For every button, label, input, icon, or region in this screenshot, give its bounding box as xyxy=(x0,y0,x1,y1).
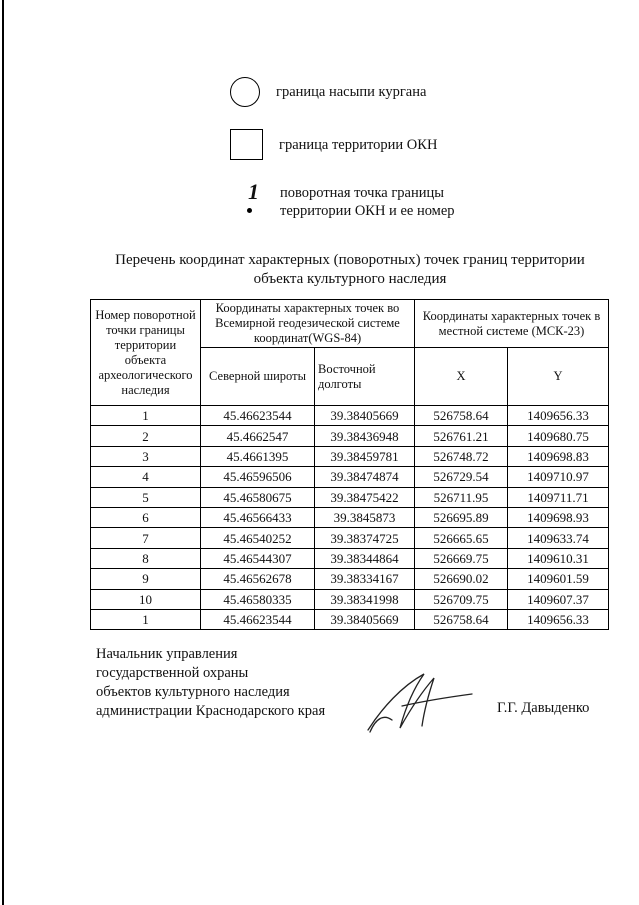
cell-longitude: 39.38405669 xyxy=(315,609,415,629)
cell-point-number: 10 xyxy=(91,589,201,609)
cell-longitude: 39.38334167 xyxy=(315,569,415,589)
cell-point-number: 8 xyxy=(91,548,201,568)
cell-longitude: 39.38344864 xyxy=(315,548,415,568)
header-wgs84-group: Координаты характерных точек во Всемирной геодезической системе координат(WGS-84) xyxy=(201,300,415,348)
cell-x: 526690.02 xyxy=(415,569,508,589)
table-row xyxy=(91,589,609,609)
cell-point-number: 2 xyxy=(91,426,201,446)
table-row xyxy=(91,609,609,629)
circle-symbol-icon xyxy=(230,77,260,107)
turning-point-number: 1 xyxy=(248,179,259,204)
cell-longitude: 39.38374725 xyxy=(315,528,415,548)
table-row xyxy=(91,406,609,426)
heading-line2: объекта культурного наследия xyxy=(253,271,447,287)
page-left-border xyxy=(2,0,4,905)
cell-x: 526758.64 xyxy=(415,406,508,426)
cell-y: 1409680.75 xyxy=(508,426,609,446)
cell-y: 1409610.31 xyxy=(508,548,609,568)
point-dot-icon xyxy=(247,208,252,213)
cell-y: 1409633.74 xyxy=(508,528,609,548)
table-row xyxy=(91,426,609,446)
cell-longitude: 39.38459781 xyxy=(315,446,415,466)
cell-x: 526758.64 xyxy=(415,609,508,629)
cell-longitude: 39.38474874 xyxy=(315,467,415,487)
header-msk23-group: Координаты характерных точек в местной системе (МСК-23) xyxy=(415,300,609,348)
cell-point-number: 6 xyxy=(91,507,201,527)
legend-turning-point-label xyxy=(280,184,455,220)
heading-line1: Перечень координат характерных (поворотных) точек границ территории xyxy=(115,252,585,268)
cell-x: 526695.89 xyxy=(415,507,508,527)
header-x: X xyxy=(415,348,508,406)
cell-point-number: 4 xyxy=(91,467,201,487)
legend-territory-boundary xyxy=(230,129,437,160)
cell-y: 1409698.93 xyxy=(508,507,609,527)
legend-turning-point-line2: территории ОКН и ее номер xyxy=(280,203,455,219)
cell-latitude: 45.4662547 xyxy=(201,426,315,446)
header-east-longitude: Восточной долготы xyxy=(315,348,415,406)
cell-y: 1409601.59 xyxy=(508,569,609,589)
cell-y: 1409710.97 xyxy=(508,467,609,487)
header-point-number: Номер поворотной точки границы территории объекта археологического наследия xyxy=(91,300,201,406)
cell-point-number: 5 xyxy=(91,487,201,507)
cell-point-number: 1 xyxy=(91,406,201,426)
cell-latitude: 45.46623544 xyxy=(201,609,315,629)
legend-turning-point xyxy=(230,179,455,220)
legend-mound-boundary xyxy=(230,77,426,107)
cell-x: 526669.75 xyxy=(415,548,508,568)
cell-x: 526665.65 xyxy=(415,528,508,548)
coordinates-table xyxy=(90,299,609,630)
table-row xyxy=(91,569,609,589)
square-symbol-icon xyxy=(230,129,263,160)
position-line1: Начальник управления xyxy=(96,646,238,662)
cell-latitude: 45.46580675 xyxy=(201,487,315,507)
cell-longitude: 39.38475422 xyxy=(315,487,415,507)
cell-x: 526711.95 xyxy=(415,487,508,507)
cell-x: 526761.21 xyxy=(415,426,508,446)
header-y: Y xyxy=(508,348,609,406)
cell-longitude: 39.38341998 xyxy=(315,589,415,609)
cell-point-number: 9 xyxy=(91,569,201,589)
cell-latitude: 45.46544307 xyxy=(201,548,315,568)
position-line3: объектов культурного наследия xyxy=(96,684,290,700)
coordinates-table-body xyxy=(91,406,609,630)
cell-x: 526748.72 xyxy=(415,446,508,466)
cell-latitude: 45.4661395 xyxy=(201,446,315,466)
cell-longitude: 39.38405669 xyxy=(315,406,415,426)
cell-point-number: 1 xyxy=(91,609,201,629)
turning-point-symbol-icon xyxy=(230,179,264,219)
cell-longitude: 39.3845873 xyxy=(315,507,415,527)
cell-y: 1409656.33 xyxy=(508,609,609,629)
signer-name: Г.Г. Давыденко xyxy=(497,700,590,716)
cell-latitude: 45.46596506 xyxy=(201,467,315,487)
cell-latitude: 45.46623544 xyxy=(201,406,315,426)
position-line2: государственной охраны xyxy=(96,665,249,681)
cell-x: 526729.54 xyxy=(415,467,508,487)
legend-turning-point-line1: поворотная точка границы xyxy=(280,185,444,201)
cell-longitude: 39.38436948 xyxy=(315,426,415,446)
table-row xyxy=(91,507,609,527)
legend-mound-label: граница насыпи кургана xyxy=(276,84,427,100)
cell-y: 1409656.33 xyxy=(508,406,609,426)
cell-latitude: 45.46566433 xyxy=(201,507,315,527)
handwritten-signature xyxy=(362,668,477,738)
cell-y: 1409607.37 xyxy=(508,589,609,609)
table-row xyxy=(91,548,609,568)
cell-point-number: 7 xyxy=(91,528,201,548)
table-row xyxy=(91,487,609,507)
cell-latitude: 45.46562678 xyxy=(201,569,315,589)
cell-y: 1409711.71 xyxy=(508,487,609,507)
table-row xyxy=(91,528,609,548)
cell-latitude: 45.46540252 xyxy=(201,528,315,548)
signature-block xyxy=(96,645,325,721)
table-row xyxy=(91,446,609,466)
cell-x: 526709.75 xyxy=(415,589,508,609)
legend-territory-label: граница территории ОКН xyxy=(279,136,438,153)
cell-latitude: 45.46580335 xyxy=(201,589,315,609)
header-north-latitude: Северной широты xyxy=(201,348,315,406)
cell-y: 1409698.83 xyxy=(508,446,609,466)
cell-point-number: 3 xyxy=(91,446,201,466)
coordinates-heading xyxy=(95,251,605,289)
position-line4: администрации Краснодарского края xyxy=(96,703,326,719)
table-row xyxy=(91,467,609,487)
